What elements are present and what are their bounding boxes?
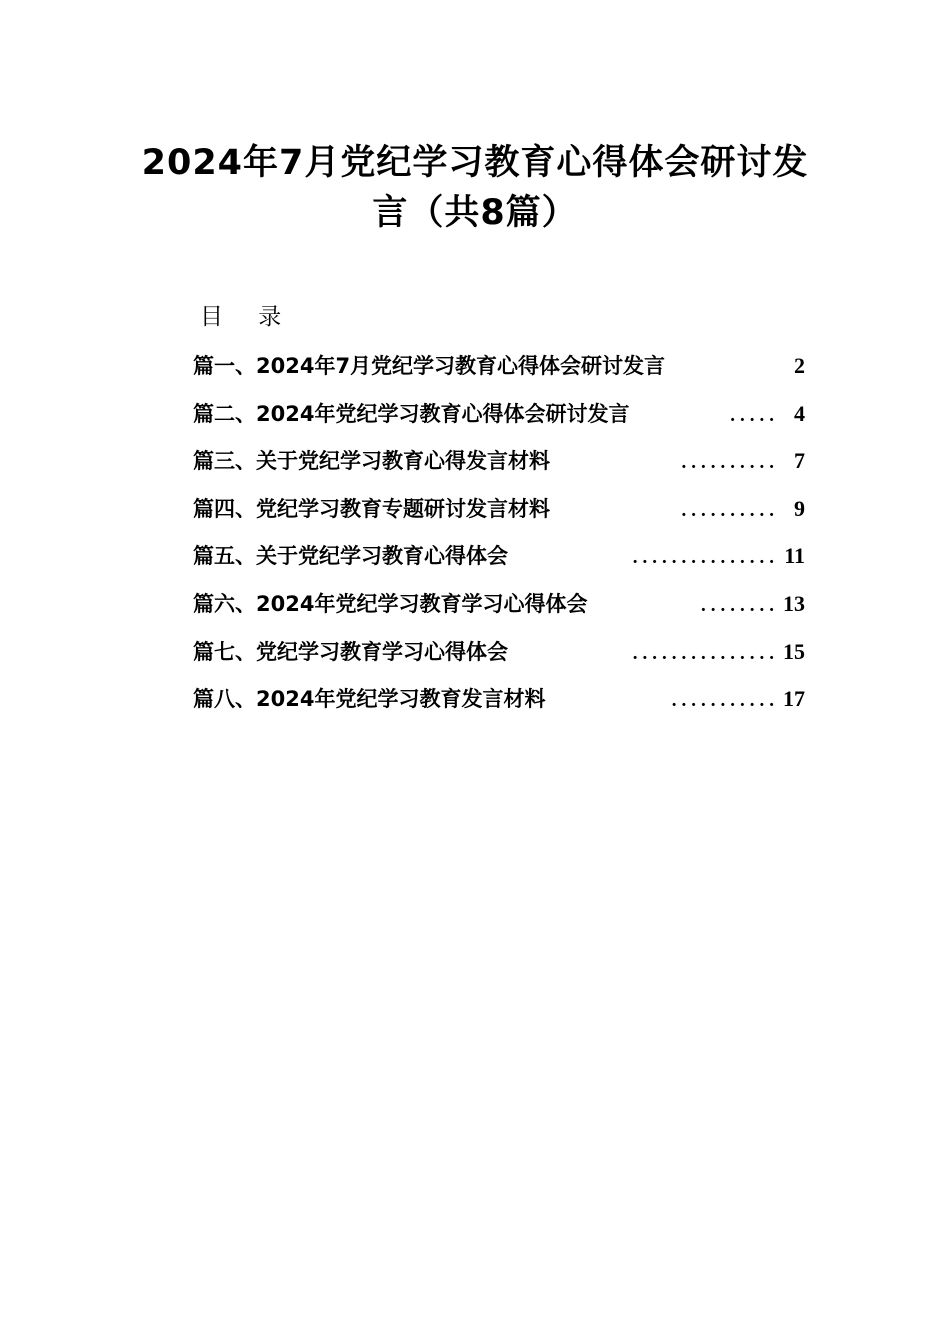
toc-page-number: 2 [794, 353, 805, 378]
toc-page-number: 15 [783, 638, 805, 664]
toc-page-number: 17 [783, 686, 805, 712]
toc-entry-1[interactable] [193, 342, 805, 390]
toc-entry-3[interactable] [193, 437, 805, 485]
toc-entry-5[interactable] [193, 532, 805, 580]
toc-leader-dots: .......... [681, 452, 779, 474]
toc-leader-dots: ..... [730, 404, 779, 426]
toc-entry-title: 篇七、党纪学习教育学习心得体会 [193, 639, 508, 664]
document-title-line-1: 2024年7月党纪学习教育心得体会研讨发 [141, 143, 809, 183]
toc-entry-title: 篇五、关于党纪学习教育心得体会 [193, 544, 508, 569]
toc-page-number: 11 [784, 543, 805, 569]
toc-heading: 目 录 [200, 304, 296, 330]
toc-entry-4[interactable] [193, 485, 805, 533]
toc-page-number: 4 [794, 400, 805, 426]
document-title-line-2: 言（共8篇） [372, 193, 578, 233]
toc-leader-dots: ............... [632, 642, 779, 664]
toc-leader-dots: ........... [671, 690, 779, 712]
toc-leader-dots: .......... [681, 499, 779, 521]
toc-entry-7[interactable] [193, 628, 805, 676]
toc-page-number: 13 [783, 590, 805, 616]
toc-entry-title: 篇一、2024年7月党纪学习教育心得体会研讨发言 [193, 354, 666, 378]
document-title [120, 138, 830, 238]
toc-page-number: 7 [794, 448, 805, 474]
toc-entry-title: 篇八、2024年党纪学习教育发言材料 [193, 687, 546, 712]
toc-entry-title: 篇六、2024年党纪学习教育学习心得体会 [193, 591, 588, 616]
table-of-contents [193, 342, 805, 723]
toc-entry-2[interactable] [193, 390, 805, 438]
toc-entry-8[interactable] [193, 675, 805, 723]
toc-page-number: 9 [794, 495, 805, 521]
toc-entry-title: 篇四、党纪学习教育专题研讨发言材料 [193, 496, 550, 521]
toc-leader-dots: ............... [632, 547, 779, 569]
toc-leader-dots: ........ [701, 594, 779, 616]
toc-entry-6[interactable] [193, 580, 805, 628]
toc-entry-title: 篇三、关于党纪学习教育心得发言材料 [193, 449, 550, 474]
toc-entry-title: 篇二、2024年党纪学习教育心得体会研讨发言 [193, 401, 630, 426]
